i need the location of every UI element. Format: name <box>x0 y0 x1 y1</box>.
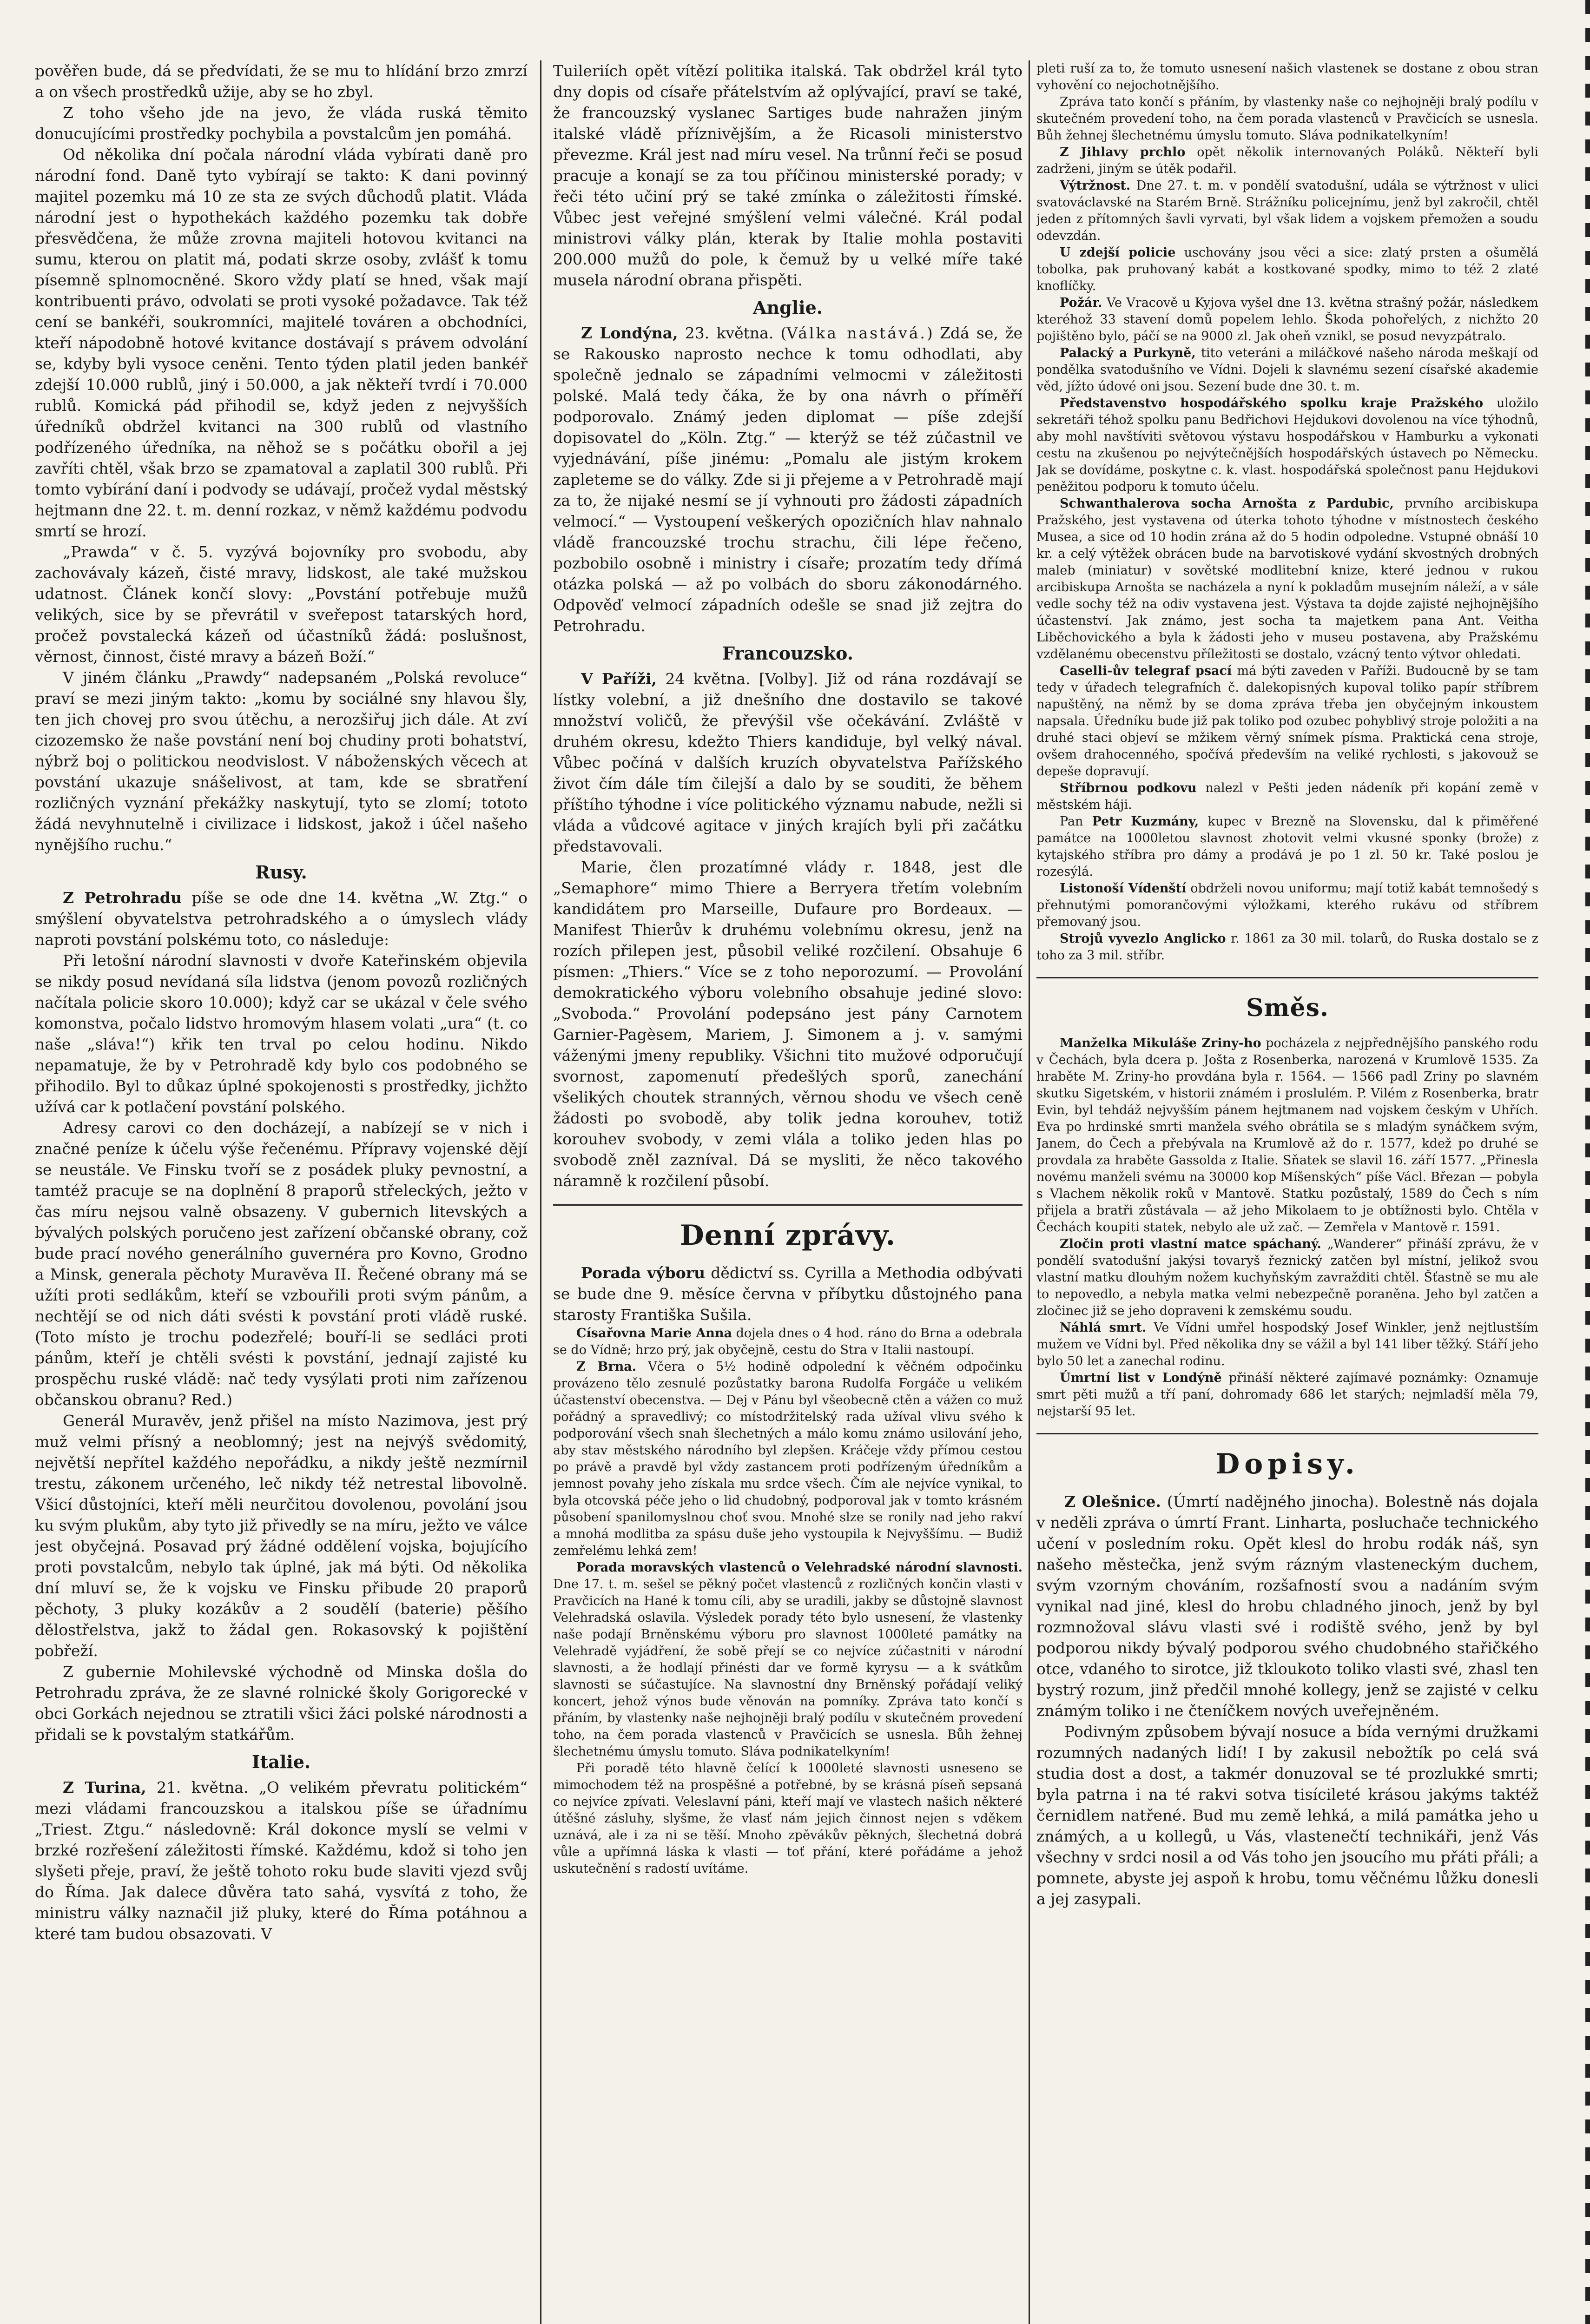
misc-head: Zločin proti vlastní matce spáchaný. <box>1060 1237 1321 1251</box>
paragraph: Zpráva tato končí s přáním, by vlastenky naše co nejhojněji bralý podílu v skutečném provedení toho, na čem porada vlastenců v Pravčicích se usnesla. Bůh žehnej šlechetnému úmyslu tomuto. Sláva podnikatelkyním! <box>1036 95 1538 143</box>
news-head: Výtržnost. <box>1060 178 1131 193</box>
paragraph: Z gubernie Mohilevské východně od Minska došla do Petrohradu zpráva, že ze slavné rolnické školy Gorigorecké v obci Gorkách nejednou se ztratili všici žáci polské národnosti a přidali se k povstalým statkářům. <box>35 1663 528 1743</box>
dateline: Z Olešnice. <box>1064 1492 1161 1511</box>
news-small-block <box>553 1325 1023 1877</box>
dateline: Z Petrohradu <box>63 889 182 907</box>
news-item <box>553 1559 1023 1760</box>
news-prefix: Pan <box>1060 814 1092 829</box>
news-head: Porada výboru <box>581 1264 706 1282</box>
misc-head: Náhlá smrt. <box>1060 1320 1147 1335</box>
news-item <box>1036 495 1538 663</box>
news-text: dědictví ss. Cyrilla a Methodia odbývati se bude dne 9. měsíce června v příbytku důstojného pana starosty Františka Sušila. <box>553 1264 1023 1324</box>
news-item <box>1036 395 1538 495</box>
section-heading-smes: Směs. <box>1246 994 1329 1022</box>
news-text: tito veteráni a miláčkové našeho národa meškají od pondělka svatodušního ve Vídni. Dojeli k slavnému sezení císařské akademie věd, jížto údové oni jsou. Sezení bude dne 30. t. m. <box>1036 346 1538 394</box>
column-middle <box>553 60 1023 2324</box>
section-heading-anglie: Anglie. <box>753 297 823 318</box>
article-text: 24 května. [Volby]. Již od rána rozdávají se lístky volební, a již dnešního dne dostavilo se takové množství voličů, že převýšil vše očekávání. Zvláště v druhém okresu, kdežto Thiers kandiduje, byl velký nával. Vůbec počíná v dalších kruzích obyvatelstva Pařížského život čím dále tím čilejší a dalo by se souditi, že během příštího týhodne i více politického významu nabude, nežli si vláda a vůdcové agitace v jiných krajích byli při začátku představovali. <box>553 670 1023 855</box>
news-head: Listonoší Vídenští <box>1060 881 1187 896</box>
news-text: kupec v Brezně na Slovensku, dal k přiměřené památce na 1000letou slavnost zhotovit velmi vkusné sponky (brože) z kytajského stříbra pro dámy a prodává je po 1 zl. 50 kr. Také poslou je rozesýlá. <box>1036 814 1538 879</box>
news-item <box>1036 178 1538 244</box>
dateline: Z Londýna, <box>581 324 678 342</box>
news-text: Dne 27. t. m. v pondělí svatodušní, udála se výtržnost v ulici svatováclavské na Starém Brně. Strážníku policejnímu, jenž byl zakročil, chtěl jeden z přítomných šavli vyrvati, byl však lidem a vojskem přemožen a soudu odevzdán. <box>1036 178 1538 243</box>
misc-text: pocházela z nejpřednějšího panského rodu v Čechách, byla dcera p. Jošta z Rosenberka, narozená v Krumlově 1535. Za hraběte M. Zriny-ho provdána byla r. 1564. — 1566 padl Zriny po slavném skutku Sigetském, v historii známém i proslulém. P. Vilém z Rosenberka, bratr Evin, byl tehdáž nejvyšším pánem hejtmanem nad vojskem českým v Uhřích. Eva po hrdinské smrti manžela svého obrátila se s mladým synáčkem svým, Janem, do Čech a přebývala na Krumlově až do r. 1577, kdež po druhé se provdala za hraběte Gassolda z Italie. Sňatek se slavil 16. září 1577. „Přinesla novému manželi svému na 30000 kop Míšenských“ píše Václ. Březan — pobyla s Vlachem několik roků v Mantově. Statku pozůstalý, 1589 do Čech s ním přijela a bratři zůstávala — až jeho Mikolaem to je obtížnosti bylo. Chtěla v Čechách koupiti statek, nebylo ale už zač. — Zemřela v Mantově r. 1591. <box>1036 1036 1538 1235</box>
section-heading-italie: Italie. <box>251 1751 311 1772</box>
misc-text: přináší některé zajímavé poznámky: Oznamuje smrt pěti mužů a tří paní, dohromady 686 let starých; nejmladší měla 79, nejstarší 95 let. <box>1036 1371 1538 1419</box>
paragraph: Podivným způsobem bývají nosuce a bída vernými družkami rozumných nadaných lidí! I by zakusil nebožtík po celá svá studia dost a dost, a takmér donuzoval se té prozlukké smrti; byla patrna i na té rakvi sotva tisícileté krásou jakýms taktéž černidlem natřené. Bud mu země lehká, a milá památka jeho u známých, a u kollegů, u Vás, vlastenečtí technikáři, jenž Vás všechny v srdci nosil a od Vás toho jen jsoucího mu přáti přáli; a pomnete, abyste jej aspoň k hrobu, tomu věčnému lůžku donesli a jej zasypali. <box>1036 1723 1538 1908</box>
article-z-petrohradu <box>35 887 528 950</box>
column-right <box>1036 60 1538 2324</box>
paragraph: Tuileriích opět vítězí politika italská. Tak obdržel král tyto dny dopis od císaře přátelstvím až oplývající, praví se také, že francouzský vyslanec Sartiges bude nahražen jiným italské vládě příznivějším, a že Ricasoli ministerstvo převezme. Král jest nad míru vesel. Na trůnní řeči se posud pracuje a konají se za tou příčinou ministerské porady; v řeči této učiní prý se také zmínka o záležitosti římské. Vůbec jest veřejné smýšlení velmi válečné. Král podal ministrovi války plán, kterak by Italie mohla postaviti 200.000 mužů do pole, k čemuž by u velké míře také musela národní obrana přispěti. <box>553 62 1023 289</box>
article-subtitle: Válka nastává. <box>786 324 927 342</box>
news-text: prvního arcibiskupa Pražského, jest vystavena od úterka tohoto týhodne v místnostech českého Musea, a sice od 10 hodin zrána až do 5 hodin odpoledne. Vstupné obnáší 10 kr. a celý výtěžek obrácen bude na barvotiskové vydání skvostných drobných maleb (miniatur) v sovětské modlitební knize, které jednou v rukou arcibiskupa Arnošta se nacházela a nyní k pokladům musejním náleží, a v sále vedle sochy též na odiv vystavena jest. Výstava ta dojde zajisté nejhojnějšího účastenství. Jak známo, jest socha ta majetkem pana Ant. Veitha Liběchovického a byla k žádosti jeho v museu postavena, aby Pražskému vzdělanému obecenstvu příležitosti se dostalo, vzácný tento výtvor ohledati. <box>1036 496 1538 661</box>
news-text: Ve Vracově u Kyjova vyšel dne 13. května strašný požár, následkem kteréhož 33 stavení domů popelem lehlo. Škoda pohořelých, z nichžto 20 pojištěno bylo, páčí se na 9000 zl. Jak oheň vznikl, se posud nevyzpátralo. <box>1036 296 1538 343</box>
news-head: Petr Kuzmány, <box>1092 814 1199 829</box>
news-text: Včera o 5½ hodině odpolední k věčném odpočinku provázeno tělo zesnulé pozůstatky barona Rudolfa Forgáče u velikém účastenství obecenstva. — Dej v Pánu byl všeobecně ctěn a vážen co muž pořádný a spravedlivý; co místodržitelský rada užíval vlivu svého k podporování všech snah šlechetných a málo komu známo usilování jeho, aby stav městského národního byl zlepšen. Kráčeje vždy přímou cestou po právě a pravdě byl vždy zastancem proti podřízeným úředníkům a jemnost povahy jeho získala mu srdce všech. Čím ale nejvíce vynikal, to byla otcovská péče jeho o lid chudobný, podporoval jak v tomto krásném působení spanilomyslnou choť svou. Mnohé slze se ronily nad jeho rakví a mnohá modlitba za spásu duše jeho vystoupila k Nejvyššímu. — Budiž zemřelému lehká zem! <box>553 1360 1023 1558</box>
misc-text: „Wanderer“ přináší zprávu, že v pondělí svatodušní jakýsi tovaryš řeznický zatčen byl místní, jelikož svou vlastní matku dlouhým nožem kuchyňským zavražditi chtěl. Šťastně se mu ale to nepovedlo, a nebyla matka velmi nebezpečně poraněna. Jeho byl zatčen a zločinec již se jeho dopraveni k zemskému soudu. <box>1036 1237 1538 1318</box>
column-left <box>35 60 528 2324</box>
misc-item <box>1036 1236 1538 1320</box>
news-head: Porada moravských vlastenců o Velehradské národní slavnosti. <box>576 1560 1023 1575</box>
misc-head: Manželka Mikuláše Zriny-ho <box>1060 1036 1261 1050</box>
news-text: má býti zaveden v Paříži. Budoucně by se tam tedy v úřadech telegrafních č. dalekopisných kupoval toliko papír stříbrem napuštěný, na němž by se doma zpráva třeba jen obyčejným inkoustem napsala. Úředníku bude již pak toliko pod ozubec pohyblivý stroje položiti a na druhé staci objeví se mžikem věrný snímek písma. Praktická cena stroje, ovšem drahocenného, spočívá především na veliké rychlosti, s jakovouž se depeše dopravují. <box>1036 664 1538 779</box>
paragraph: „Prawda“ v č. 5. vyzývá bojovníky pro svobodu, aby zachovávaly kázeň, čisté mravy, lidskost, ale také mužskou udatnost. Článek končí slovy: „Povstání potřebuje mužů velikých, sice by se převrátil v sveřepost tatarských hord, pročež povstalecká kázeň od účastníků žádá: poslušnost, věrnost, činnost, čisté mravy a bázeň Boží.“ <box>35 543 528 666</box>
page-edge-binding <box>1585 0 1590 2324</box>
section-rule <box>1036 1433 1538 1434</box>
news-item <box>1036 295 1538 345</box>
misc-text: Ve Vídni umřel hospodský Josef Winkler, jenž nejtlustším mužem ve Vídni byl. Před několika dny se vážil a byl 141 liber těžký. Stáří jeho bylo 50 let a zanechal rodinu. <box>1036 1320 1538 1368</box>
news-head: Strojů vyvezlo Anglicko <box>1060 931 1226 946</box>
section-heading-denni-zpravy: Denní zprávy. <box>680 1219 896 1252</box>
paragraph: pleti ruší za to, že tomuto usnesení našich vlastenek se dostane z obou stran vyhovění co nejochotnějšího. <box>1036 61 1538 92</box>
news-head: Stříbrnou podkovu <box>1060 781 1197 795</box>
news-item <box>1036 780 1538 813</box>
news-item <box>1036 813 1538 880</box>
news-text: uschovány jsou věci a sice: zlatý prsten a ošumělá tobolka, pak pruhovaný kabát a kostkované spodky, mimo to též 2 zlaté knoflíčky. <box>1036 245 1538 293</box>
article-v-parizi <box>553 668 1023 857</box>
article-text: ) Zdá se, že se Rakousko naprosto nechce k tomu odhodlati, aby společně jednalo se západními velmocmi v záležitosti polské. Malá tedy čáka, že by ona návrh o příměří podporovalo. Známý jeden diplomat — píše zdejší dopisovatel do „Köln. Ztg.“ — kterýž se též zúčastnil ve vyjednávání, píše jinému: „Pomalu ale jistým krokem zapleteme se do války. Zde si ji přejeme a v Petrohradě mají za to, že nijaké nesmí se jí vyhnouti pro žádosti západních velmocí.“ — Vystoupení veškerých opozičních hlav nahnalo vládě francouzské trochu strachu, čili lépe řečeno, pozbobilo osobně i ministry i císaře; prozatím tedy dřímá otázka polská — až po volbách do sboru zákonodárného. Odpověď velmocí západních odešle se snad již zejtra do Petrohradu. <box>553 324 1023 635</box>
article-z-londyna <box>553 323 1023 636</box>
news-head: Císařovna Marie Anna <box>576 1326 732 1340</box>
paragraph: Při letošní národní slavnosti v dvoře Kateřinském objevila se nikdy posud nevídaná síla lidstva (jenom povozů rozličných načítala policie skoro 10.000); když car se ukázal v čele svého komonstva, počalo lidstvo hromovým hlasem volati „ura“ (t. co naše „sláva!“) křik ten trval po celou hodinu. Nikdo nepamatuje, že by v Petrohradě kdy bylo cos podobného se přihodilo. Byl to důkaz úplné spokojenosti s prostředky, jichžto užívá car k potlačení povstání polského. <box>35 951 528 1116</box>
paragraph: Z toho všeho jde na jevo, že vláda ruská těmito donucujícími prostředky pochybila a povstalcům jen pomáhá. <box>35 104 528 143</box>
news-text: r. 1861 za 30 mil. tolarů, do Ruska dostalo se z toho za 3 mil. stříbr. <box>1036 931 1538 963</box>
paragraph: Adresy carovi co den docházejí, a nabízejí se v nich i značné peníze k účelu výše řečenému. Přípravy vojenské dějí se neustále. Ve Finsku tvoří se z posádek pluky pevnostní, a tamtéž pracuje se na doplnění 8 praporů střeleckých, ježto v čas míru nejsou valně obsazeny. V gubernich litevských a bývalých polských poručeno jest zařízení občanské obrany, což bude prací nového generálního guvernéra pro Kovno, Grodno a Minsk, generala pěchoty Muravěva II. Řečené obrany má se užíti proti sedlákům, kteří se vzbouřili proti svým pánům, a nechtějí se od nich dáti svésti k povstání proti vládě ruské. (Toto místo je trochu podezřelé; bouří-li se sedláci proti pánům, kteří je chtěli svésti k povstání, jednají zajisté ku prospěchu ruské vládě: nač tedy vysýlati proti nim zařízenou občanskou obranu? Red.) <box>35 1119 528 1409</box>
misc-item <box>1036 1320 1538 1370</box>
news-head: Palacký a Purkyně, <box>1060 346 1196 360</box>
news-text: dojela dnes o 4 hod. ráno do Brna a odebrala se do Vídně; hrzo prý, jak obyčejně, cestu do Stra v Italii nastoupí. <box>553 1326 1023 1357</box>
section-heading-rusy: Rusy. <box>255 862 307 883</box>
news-head: Caselli-ův telegraf psací <box>1060 664 1232 678</box>
news-item <box>1036 244 1538 295</box>
news-text: nalezl v Pešti jeden nádeník při kopání země v městském háji. <box>1036 781 1538 812</box>
news-text: uložilo sekretáři téhož spolku panu Bedřichovi Hejdukovi dovolenou na více týhodnů, aby mohl navštíviti světovou výstavu hospodářskou v Hamburku a vykonati cestu na zkušenou po nejvýtečnějších hospodářských ústavech po Německu. Jak se dovídáme, poskytne c. k. vlast. hospodářská společnost panu Hejdukovi peněžitou podporu k tomuto účelu. <box>1036 396 1538 494</box>
column-divider <box>1029 60 1030 2324</box>
news-head: Požár. <box>1060 296 1102 310</box>
misc-item <box>1036 1035 1538 1236</box>
news-item <box>1036 663 1538 780</box>
news-head: U zdejší policie <box>1060 245 1176 260</box>
misc-small-block <box>1036 1035 1538 1420</box>
article-z-turina <box>35 1777 528 1944</box>
dateline: Z Turina, <box>63 1778 146 1796</box>
news-text: opět několik internovaných Poláků. Někteří byli zadrženi, jiným se útěk podařil. <box>1036 145 1538 176</box>
section-rule <box>1036 977 1538 978</box>
section-rule <box>553 1204 1023 1206</box>
article-date: 23. května. ( <box>678 324 787 342</box>
news-text: Dne 17. t. m. sešel se pěkný počet vlastenců z rozličných končin vlasti v Pravčicích na Hané k tomu cíli, aby se uradili, jakby se důstojně slavnost Velehradská oslavila. Výsledek porady této bylo usnesení, že vlastenky naše podají Brněnskému výboru pro slavnost 1000leté památky na Velehradě vyjádření, že sobě přejí se co nejvíce zúčastniti v národní slavnosti, a že hodlají přinésti dar ve formě kyrysu — a k svátkům slavnosti se súčastujíce. Na slavnostní dny Brněnský pořádají veliký koncert, jehož výnos bude věnován na pomníky. Zpráva tato končí s přáním, by vlastenky naše nejhojněji bralý podílu v skutečném provedení toho, na čem porada vlastenců v Pravčicích se usnesla. Bůh žehnej šlechetnému úmyslu tomuto. Sláva podnikatelkyním! <box>553 1577 1023 1759</box>
news-head: Z Jihlavy prchlo <box>1060 145 1186 159</box>
paragraph: Od několika dní počala národní vláda vybírati daně pro národní fond. Daně tyto vybírají se takto: K dani povinný majitel pozemku má 10 ze sta ze svých důchodů platit. Vláda národní jest o hypothekách každého pozemku tak dobře přesvědčena, že může zrovna majiteli hotovou kvitanci na sumu, kterou on platit má, podati skrze osoby, zvlášť k tomu písemně splnomocněné. Skoro vždy platí se hned, však mají kontribuenti právo, odvolati se proti vysoké požadavce. Tak též cení se bankéři, soukromníci, majitelé továren a obchodníci, kteří nápodobně hotové kvitance dostávají s právem odvolání se, kdyby byli vysoce ceněni. Tento týden platil jeden bankéř zdejší 10.000 rublů, jiný i 50.000, a jak někteří tvrdí i 70.000 rublů. Komická pád přihodil se, když jeden z nejvyšších úředníků obdržel kvitanci na 300 rublů od vlastního podřízeného úředníka, na něhož se s počátku obořil a jej zavříti chtěl, však brzo se zpamatoval a zaplatil 300 rublů. Při tomto vybírání daní i podvody se udávají, pročež vydal městský hejtmann dne 22. t. m. denní rozkaz, v němž každému podvodu smrtí se hrozí. <box>35 145 528 540</box>
news-item <box>1036 144 1538 178</box>
news-item <box>553 1262 1023 1325</box>
news-item <box>1036 931 1538 964</box>
news-small-block <box>1036 60 1538 964</box>
news-head: Představenstvo hospodářského spolku kraje Pražského <box>1060 396 1484 410</box>
article-text: píše se ode dne 14. května „W. Ztg.“ o smýšlení obyvatelstva petrohradského a o úmyslech vlády naproti povstání polskému toto, co následuje: <box>35 889 528 949</box>
paragraph: Generál Muravěv, jenž přišel na místo Nazimova, jest prý muž velmi přísný a neoblomný; jest na nejvýš svědomitý, největší nepřítel každého nepořádku, a nikdy ještě nezmírnil trestu, zákonem určeného, leč nikdy též netrestal libovolně. Všicí důstojníci, kteří měli neurčitou dovolenou, povolání jsou ku svým plukům, aby tyto již přivedly se na míru, ježto ve válce jest obyčejná. Posavad prý žádné oddělení vojska, bojujícího proti povstalcům, nebylo tak úplné, jak má býti. Od několika dní mluví se, že k vojsku ve Finsku přibude 20 praporů pěchoty, 3 pluky kozákův a 2 soudělí (baterie) pěšího dělostřelstva, jakž to žádal gen. Rokasovský k pojištění pobřeží. <box>35 1412 528 1660</box>
news-item <box>1036 880 1538 931</box>
misc-head: Úmrtní list v Londýně <box>1060 1371 1222 1385</box>
section-heading-francouzsko: Francouzsko. <box>722 643 853 664</box>
column-divider <box>540 60 541 2324</box>
section-heading-dopisy: Dopisy. <box>1215 1448 1359 1480</box>
misc-item <box>1036 1370 1538 1420</box>
news-text: obdrželi novou uniformu; mají totiž kabát temnošedý s přehnutými pomorančovými výložkami, kterého rukávu od stříbrem přemovaný jsou. <box>1036 881 1538 929</box>
letter-text: (Úmrtí nadějného jinocha). Bolestně nás dojala v neděli zpráva o úmrtí Frant. Linharta, posluchače technického učení v posledním roku. Opět klesl do hrobu rodák náš, syn našeho městečka, jenž svým rázným vlasteneckým duchem, svým vzorným chováním, rozšafností svou a nadáním svým vynikal nad jiné, klesl do hrobu chladného jinoch, jenž by byl rozmnožoval slávu vlasti své i rodiště svého, jenž by byl podporou nikdy bývalý podporou svého chudobného stařičkého otce, vdaného to sirotce, již tkloukoto toliko vlasti své, zhasl ten bystrý rozum, jinž předčil mnohé kollegy, jenž se zajisté v celku známým toliko i ne čteníčkem nových uveřejněném. <box>1036 1492 1538 1720</box>
paragraph: V jiném článku „Prawdy“ nadepsaném „Polská revoluce“ praví se mezi jiným takto: „komu by sociálné sny hlavou šly, ten jich chovej pro svou útěchu, a nerozšiřuj jich dále. At zví cizozemsko že naše povstání není boj chudiny proti bohatství, nýbrž boj o politickou neodvislost. V náboženských věcech at povstání ukazuje snášelivost, at tam, kde se sbratření rozličných vyznání překážky naskytují, tyto se zlomí; tototo žádá nevyhnutelně i civilizace i lidskost, jakož i účel našeho nynějšího ruchu.“ <box>35 668 528 854</box>
news-head: Schwanthalerova socha Arnošta z Pardubic, <box>1060 496 1394 511</box>
news-item <box>553 1359 1023 1559</box>
news-item <box>553 1325 1023 1359</box>
paragraph: pověřen bude, dá se předvídati, že se mu to hlídání brzo zmrzí a on všech prostředků užije, aby se ho zbyl. <box>35 62 528 101</box>
article-text: 21. května. „O velikém převratu politickém“ mezi vládami francouzskou a italskou píše se úřadnímu „Triest. Ztgu.“ následovně: Král dokonce myslí se velmi v brzké rozřešení záležitosti římské. Každému, kdož si toho jen slyšeti přeje, praví, že ještě tohoto roku bude slaviti vjezd svůj do Říma. Jak dalece důvěra tato sahá, vysvítá z toho, že ministru války naznačil již pluky, které do Říma potáhnou a které tam budou obsazovati. V <box>35 1778 528 1943</box>
news-head: Z Brna. <box>576 1360 637 1374</box>
paragraph: Při poradě této hlavně čelící k 1000leté slavnosti usneseno se mimochodem též na prospěšné a potřebné, by se krásná píseň sepsaná co nejvíce zpívati. Veleslavní páni, kteří mají ve vlastech našich některé útěšné zásluhy, slyšme, že vlasť nám jejich činnost nejen s vděkem uznává, ale i za ni se těší. Mnoho zpěvákův pěkných, šlechetná dobrá vůle a upřímná láska k vlasti — toť přání, které pořádáme a jehož uskutečnění s radostí uvítáme. <box>553 1761 1023 1876</box>
letter-z-olesnice <box>1036 1491 1538 1721</box>
news-item <box>1036 345 1538 395</box>
paragraph: Marie, člen prozatímné vlády r. 1848, jest dle „Semaphore“ mimo Thiere a Berryera třetím volebním kandidátem pro Marseille, Dufaure pro Bordeaux. — Manifest Thierův k druhému volebnímu okresu, jenž na rozích přilepen jest, působil veliké rozčilení. Obsahuje 6 písmen: „Thiers.“ Více se z toho neporozumí. — Provolání demokratického výboru volebního obsahuje jediné slovo: „Svoboda.“ Provolání podepsáno jest pány Carnotem Garnier-Pagèsem, Mariem, J. Simonem a j. v. samými váženými jmeny republiky. Všichni tito mužové odporučují svornost, zapomenutí předešlých sporů, zanechání všelikých choutek stranných, věrnou shodu ve všech ceně žádosti po svobodě, aby tolik jedna korouhev, totiž korouhev svobody, v zemi vlála a toliko jeden hlas po svobodě zněl zazníval. Dá se mysliti, že něco takového náramně k rozčilení působí. <box>553 858 1023 1190</box>
dateline: V Paříži, <box>581 670 657 688</box>
